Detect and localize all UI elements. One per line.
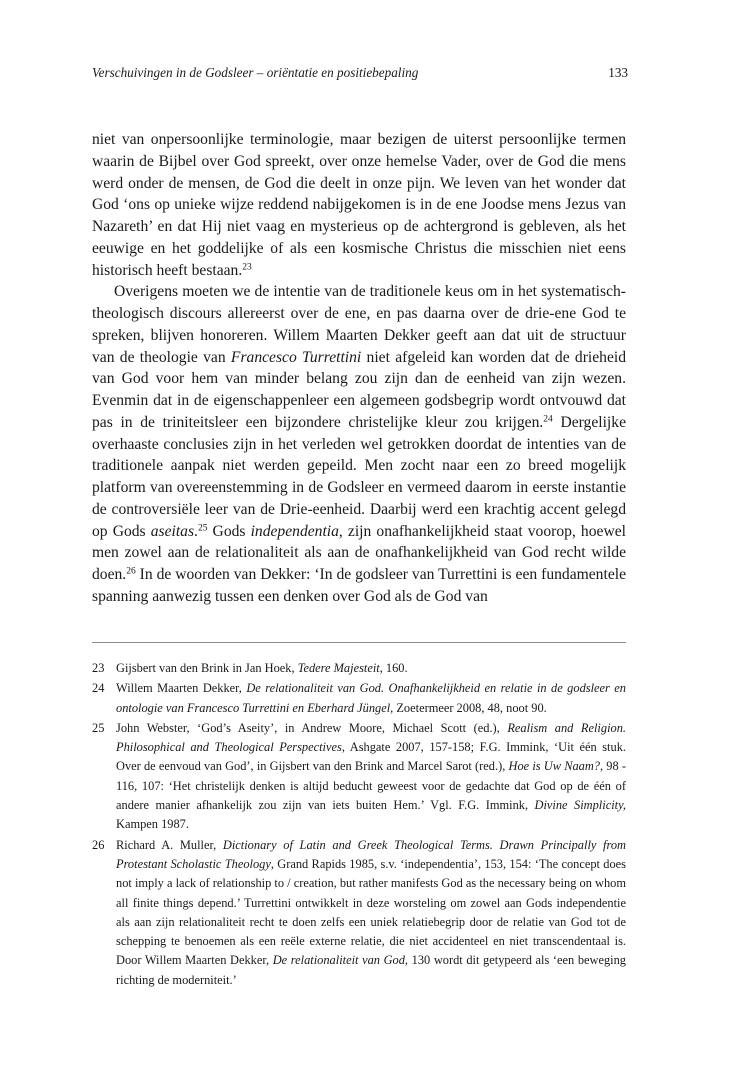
- footnote-title: Hoe is Uw Naam?: [508, 759, 601, 774]
- paragraph-text: In de woorden van Dekker: ‘In de godsleer van Turrettini is een fundamentele spanning aanwezig tussen een denken over God als de God van: [92, 566, 626, 605]
- footnote-text-part: Gijsbert van den Brink in Jan Hoek,: [116, 661, 298, 675]
- footnote-title: De relationaliteit van God. Onafhankelijkheid en relatie in de godsleer en ontologie van Francesco Turrettini en Eberhard Jüngel,: [116, 681, 626, 715]
- footnote-text-part: , Ashgate 2007, 157-158; F.G. Immink, ‘Uit één stuk. Over de eenvoud van God’, in Gijsbert van den Brink and Marcel Sarot (red.),: [116, 740, 626, 774]
- footnote-23: [92, 659, 626, 678]
- footnote-text-part: , Grand Rapids 1985, s.v. ‘independentia’, 153, 154: ‘The concept does not imply a lack of relationship to / creation, but rather manifests God as the necessary being on whom all finite things depend.’ Turrettini ontwikkelt in deze worsteling om zowel aan Gods independentie als aan zijn relationaliteit recht te doen zelfs een uniek relatiebegrip door de relatie van God tot de schepping te benoemen als een reële externe relatie, die niet accidenteel en niet transcendentaal is. Door Willem Maarten Dekker,: [116, 856, 627, 968]
- footnote-26: [92, 836, 626, 990]
- footnote-number: 26: [92, 837, 105, 852]
- footnote-number: 25: [92, 720, 105, 735]
- paragraph-text: Overigens moeten we de intentie van de traditionele keus om in het systematisch-theologisch discours allereerst over de ene, en pas daarna over de drie-ene God te spreken, blijven honoreren. Willem Maarten Dekker geeft aan dat uit de structuur van de theologie van: [92, 283, 626, 366]
- footnote-ref-25[interactable]: 25: [197, 523, 208, 533]
- paragraph-text: .: [194, 522, 198, 540]
- italic-term: aseitas: [150, 522, 195, 540]
- footnote-ref-24[interactable]: 24: [543, 414, 553, 425]
- footnotes: [92, 659, 626, 991]
- footnote-text: [116, 679, 626, 718]
- footnote-ref-26[interactable]: 26: [126, 566, 136, 577]
- footnote-text-part: Willem Maarten Dekker,: [116, 681, 247, 696]
- footnote-text-part: Kampen 1987.: [116, 817, 189, 832]
- footnote-text: [116, 659, 626, 678]
- italic-term: independentia: [250, 522, 339, 540]
- paragraph-text: Dergelijke overhaaste conclusies zijn in het verleden wel getrokken doordat de intenties van de traditionele aanpak niet werden gepeild. Men zocht naar een zo breed mogelijk platform van overeenstemming in de Godsleer en vermeed daarom in eerste instantie de controversiële leer van de Drie-eenheid. Daarbij werd een krachtig accent gelegd op Gods: [92, 413, 626, 540]
- footnote-25: [92, 719, 626, 835]
- footnote-title: Dictionary of Latin and Greek Theological Terms. Drawn Principally from Protestant Scholastic Theology: [116, 837, 626, 871]
- footnote-title: Realism and Religion. Philosophical and Theological Perspectives: [116, 720, 626, 755]
- footnote-number: 24: [92, 681, 105, 696]
- paragraph-1: [92, 129, 626, 281]
- footnote-text-part: , 98 - 116, 107: ‘Het christelijk denken is altijd beducht geweest voor de gedachte dat God op de één of andere manier afhankelijk zou zijn van iets buiten Hem.’ Vgl. F.G. Immink,: [116, 759, 627, 813]
- paragraph-2: [92, 281, 626, 607]
- footnote-text-part: Richard A. Muller,: [116, 837, 223, 852]
- italic-term: Francesco Turrettini: [230, 348, 362, 366]
- footnote-text: [116, 719, 626, 835]
- footnote-number: 23: [92, 661, 105, 675]
- footnote-text-part: Zoetermeer 2008, 48, noot 90.: [393, 700, 547, 715]
- footnote-text-part: , 130 wordt dit getypeerd als ‘een beweging richting de moderniteit.’: [116, 953, 626, 987]
- footnote-title: Tedere Majesteit: [297, 661, 380, 675]
- footnote-title: De relationaliteit van God: [272, 953, 405, 968]
- paragraph-text: , zijn onafhankelijkheid staat voorop, hoewel men zowel aan de relationaliteit als aan de onafhankelijkheid van God recht wilde doen.: [92, 522, 626, 583]
- paragraph-text: niet van onpersoonlijke terminologie, maar bezigen de uiterst persoonlijke termen waarin de Bijbel over God spreekt, over onze hemelse Vader, over de God die mens werd onder de mensen, de God die deelt in onze pijn. We leven van het wonder dat God ‘ons op unieke wijze reddend nabijgekomen is in de ene Joodse mens Jezus van Nazareth’ en dat Hij niet vaag en mysterieus op de achtergrond is gebleven, als het eeuwige en het goddelijke of als een kosmische Christus die misschien niet eens historisch heeft bestaan.: [92, 131, 626, 279]
- body-text: [92, 129, 626, 608]
- footnote-text: [116, 836, 626, 990]
- running-head: [92, 64, 628, 82]
- footnote-title: Divine Simplicity,: [534, 798, 626, 813]
- footnote-24: [92, 679, 626, 718]
- footnote-ref-23[interactable]: 23: [242, 262, 252, 272]
- footnote-divider: [92, 642, 626, 643]
- page-number: 133: [608, 65, 628, 80]
- paragraph-text: Gods: [207, 522, 251, 540]
- running-head-title: Verschuivingen in de Godsleer – oriëntatie en positiebepaling: [92, 65, 419, 80]
- paragraph-text: niet afgeleid kan worden dat de drieheid van God voor hem van minder belang zou zijn dan de eenheid van zijn wezen. Evenmin dat in de eigenschappenleer een algemeen godsbegrip wordt ontvouwd dat pas in de triniteitsleer een bijzondere christelijke kleur zou krijgen.: [92, 348, 626, 431]
- footnote-text-part: , 160.: [379, 661, 408, 675]
- footnote-text-part: John Webster, ‘God’s Aseity’, in Andrew Moore, Michael Scott (ed.),: [116, 720, 508, 735]
